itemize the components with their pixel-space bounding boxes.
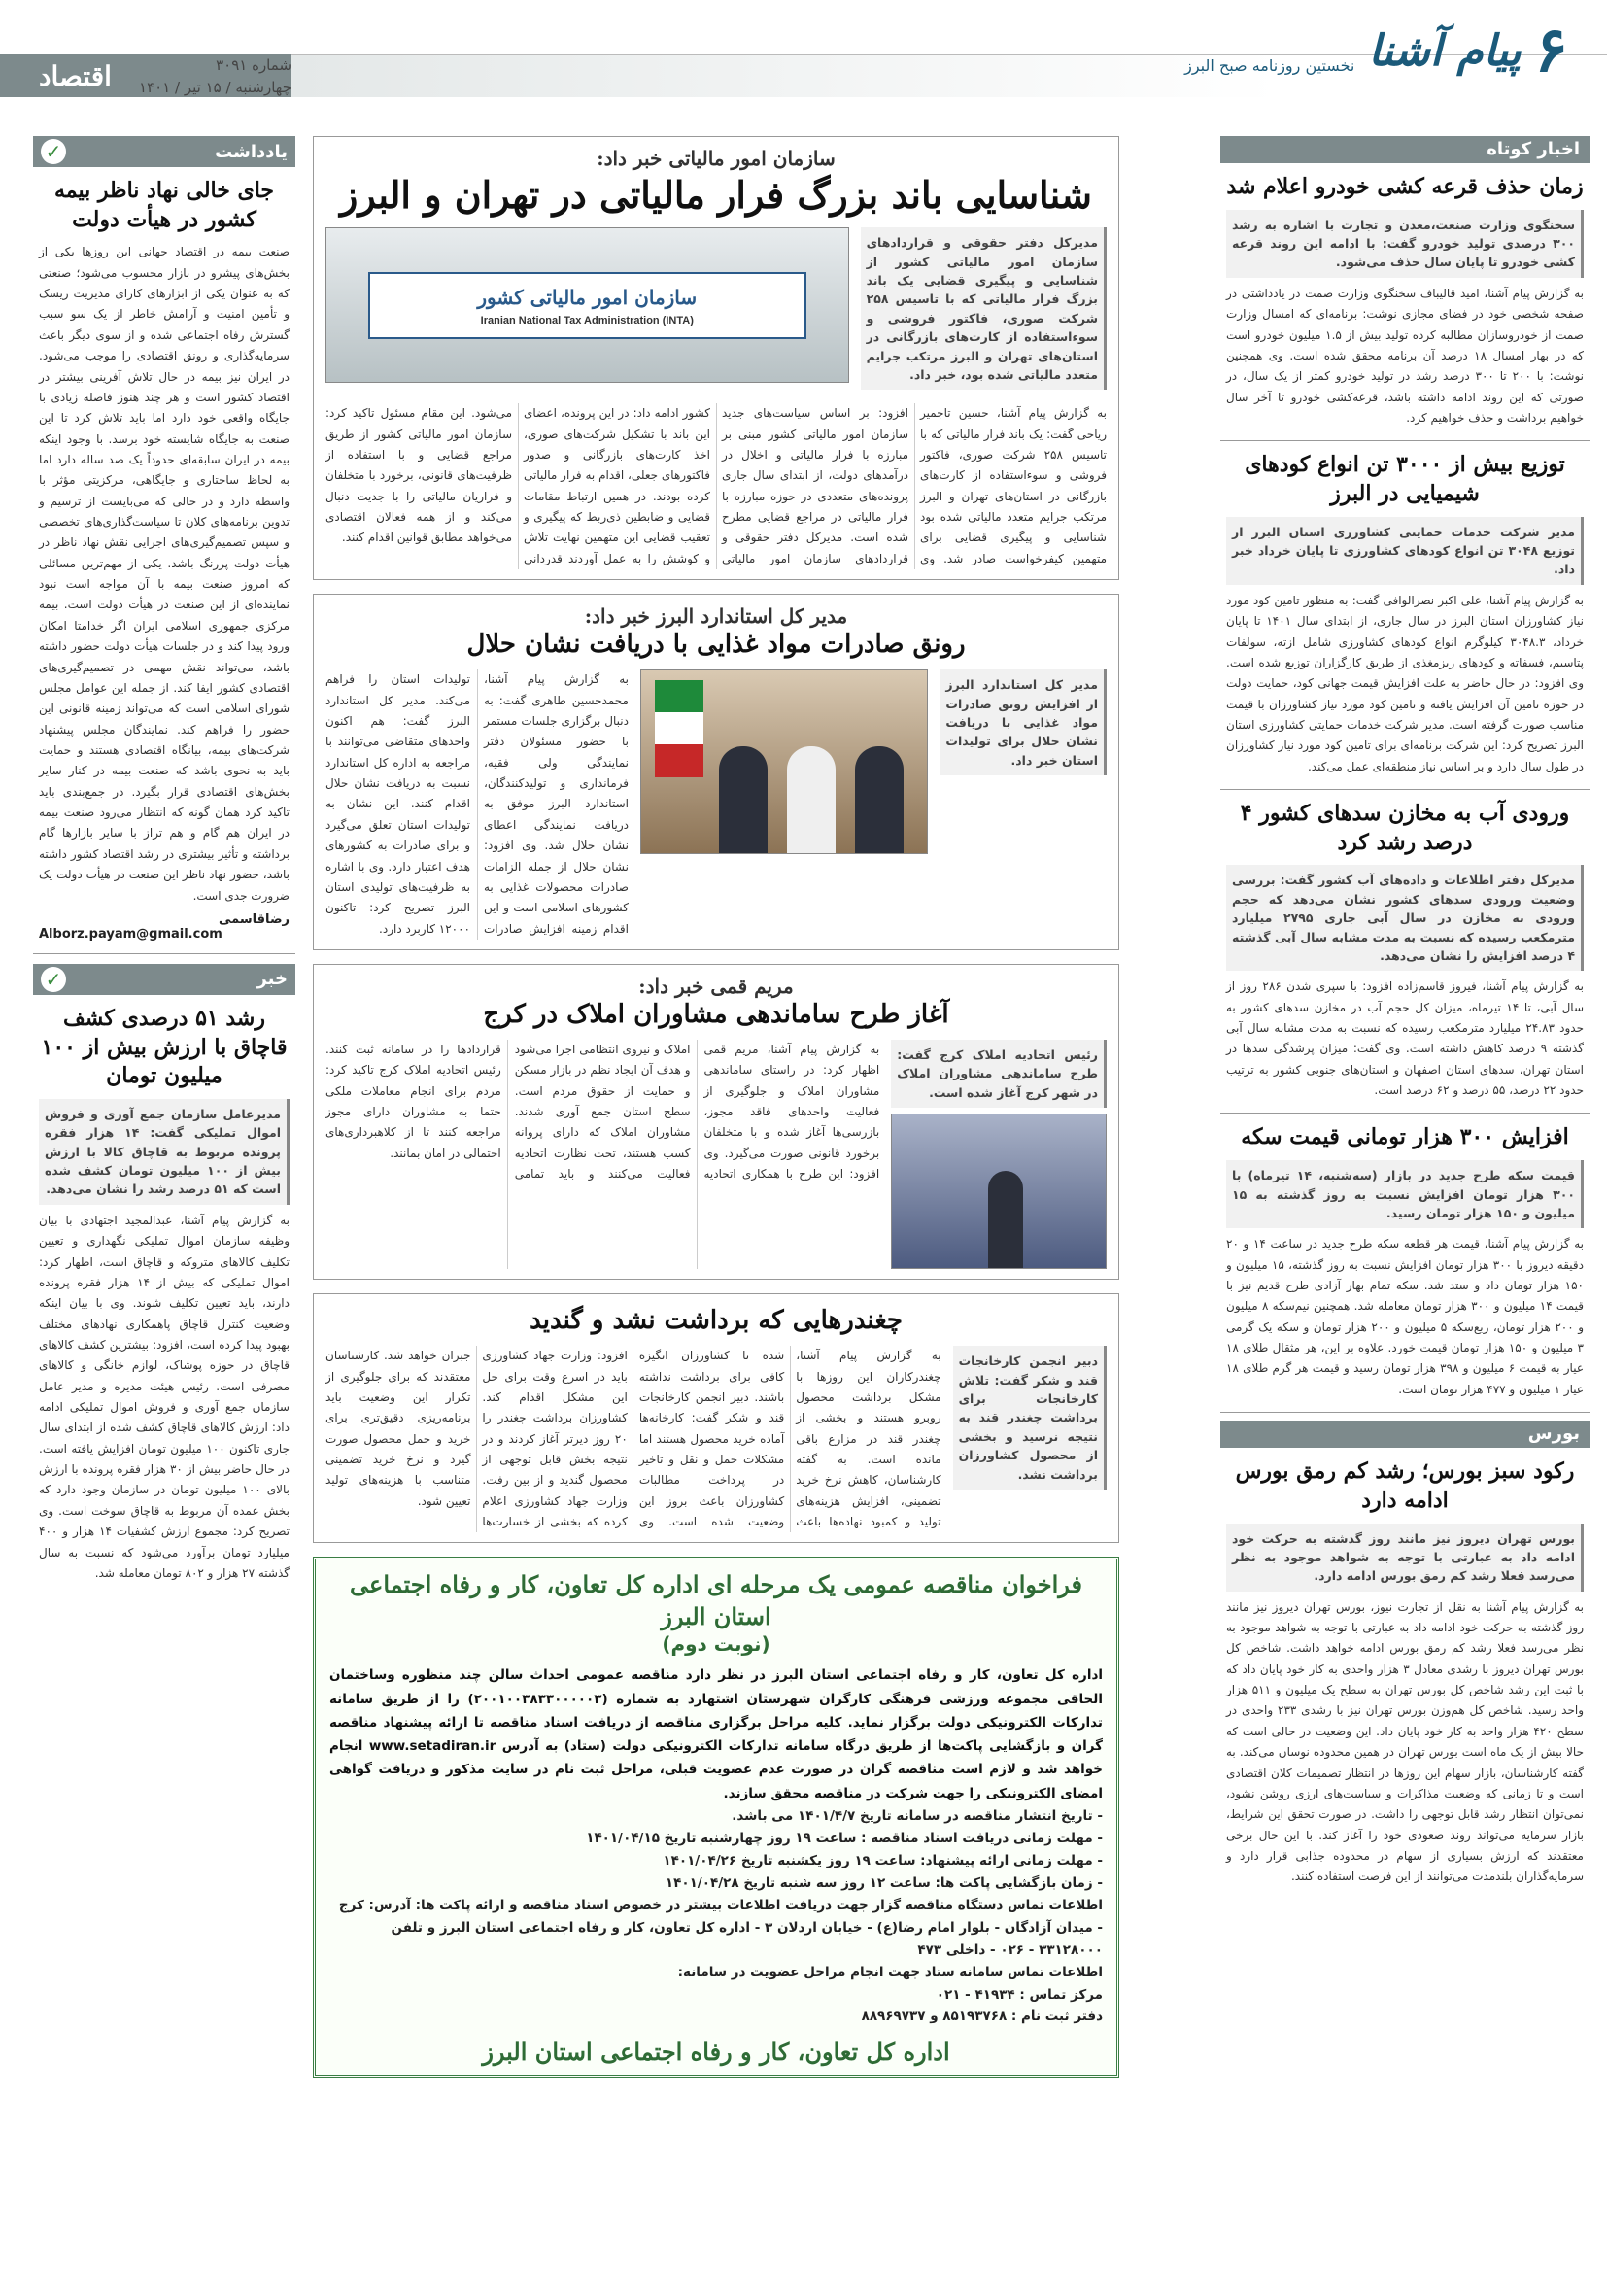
- lead: رئیس اتحادیه املاک کرج گفت: طرح ساماندهی مشاوران املاک در شهر کرج آغاز شده است.: [891, 1040, 1107, 1108]
- issue-info: [117, 54, 291, 98]
- flag-icon: [655, 680, 703, 777]
- tender-subtitle: (نوبت دوم): [662, 1632, 770, 1657]
- tender-title: فراخوان مناقصه عمومی یک مرحله ای اداره کل تعاون، کار و رفاه اجتماعی استان البرز: [350, 1570, 1082, 1630]
- tax-lead-col: [861, 227, 1107, 395]
- article-car-lottery: [1220, 163, 1590, 441]
- tender-notice: [313, 1557, 1119, 2078]
- article-bourse: [1220, 1448, 1590, 1900]
- body-text: به گزارش پیام آشنا، حسین تاجمیر ریاحی گفت: یک باند فرار مالیاتی که با تاسیس ۲۵۸ شرکت صوری، فاکتور فروشی و سوءاستفاده از کارت‌های بازرگانی در استان‌های تهران و البرز مرتکب جرایم متعدد مالیاتی شده بود شناسایی و پیگیری قضایی برای متهمین کیفرخواست صادر شد. وی افزود: بر اساس سیاست‌های جدید سازمان امور مالیاتی کشور مبنی بر مبارزه با فرار مالیاتی و اخلال در درآمدهای دولت، از ابتدای سال جاری پرونده‌های متعددی در حوزه مبارزه با فرار مالیاتی در مراجع قضایی مطرح شده است. مدیرکل دفتر حقوقی و قراردادهای سازمان امور مالیاتی کشور ادامه داد: در این پرونده، اعضای این باند با تشکیل شرکت‌های صوری، اخذ کارت‌های بازرگانی و صدور فاکتورهای جعلی، اقدام به فرار مالیاتی کرده بودند. در همین ارتباط مقامات قضایی و ضابطین ذی‌ربط که پیگیری و تعقیب قضایی این متهمین نهایت تلاش و کوشش را به عمل آوردند قدردانی می‌شود. این مقام مسئول تاکید کرد: سازمان امور مالیاتی کشور از طریق مراجع قضایی و با استفاده از ظرفیت‌های قانونی، برخورد با متخلفان و فراریان مالیاتی را با جدیت دنبال می‌کند و از همه فعالان اقتصادی می‌خواهد مطابق قوانین اقدام کنند.: [325, 406, 1107, 565]
- tender-item: دفتر ثبت نام : ۸۵۱۹۳۷۶۸ و ۸۸۹۶۹۷۳۷: [861, 2008, 1103, 2025]
- person-figure: [988, 1171, 1023, 1268]
- body-text: به گزارش پیام آشنا، فیروز قاسم‌زاده افزود: با سپری شدن ۲۸۶ روز از سال آبی، تا ۱۴ تیرماه، میزان کل حجم آب در مخازن سدهای کشور به حدود ۲۴.۸۳ میلیارد مترمکعب رسیده که نسبت به مدت مشابه سال آبی گذشته ۹ درصد کاهش داشته است. وی گفت: میزان پرشدگی سدها در استان تهران، سدهای استان اصفهان و استان‌های جنوبی کشور به ترتیب حدود ۲۲ درصد، ۵۵ درصد و ۶۲ درصد است.: [1226, 979, 1585, 1098]
- newspaper-logo: پیام آشنا: [1368, 25, 1522, 76]
- lead: مدیر شرکت خدمات حمایتی کشاورزی استان البرز از توزیع ۳۰۴۸ تن انواع کودهای کشاورزی تا پایان خرداد خبر داد.: [1226, 517, 1584, 585]
- lead: مدیرکل دفتر حقوقی و قراردادهای سازمان امور مالیاتی کشور از شناسایی و پیگیری قضایی یک باند بزرگ فرار مالیاتی که با تاسیس ۲۵۸ شرکت صوری، فاکتور فروشی و سوءاستفاده از کارت‌های بازرگانی در استان‌های تهران و البرز مرتکب جرایم متعدد مالیاتی شده بود، خبر داد.: [861, 227, 1107, 390]
- masthead-brand: [1184, 14, 1568, 86]
- issue-date: چهارشنبه / ۱۵ تیر / ۱۴۰۱: [139, 78, 291, 96]
- tender-item: - مهلت زمانی دریافت اسناد مناقصه : ساعت ۱۹ روز چهارشنبه تاریخ ۱۴۰۱/۰۴/۱۵: [586, 1830, 1103, 1846]
- headline: آغاز طرح ساماندهی مشاوران املاک در کرج: [483, 999, 949, 1029]
- lead: سخنگوی وزارت صنعت،معدن و تجارت با اشاره به رشد ۳۰۰ درصدی تولید خودرو گفت: با ادامه این روند قرعه کشی خودرو تا پایان سال حذف می‌شود.: [1226, 210, 1584, 278]
- issue-number: شماره ۳۰۹۱: [216, 56, 291, 74]
- tender-body: اداره کل تعاون، کار و رفاه اجتماعی استان البرز در نظر دارد مناقصه عمومی احداث سالن چند منظوره وساختمان الحاقی مجموعه ورزشی فرهنگی کارگران شهرستان اشتهارد به شماره (۲۰۰۱۰۰۳۸۳۳۰۰۰۰۰۳) را از طریق سامانه تدارکات الکترونیکی دولت برگزار نماید. کلیه مراحل برگزاری مناقصه از دریافت اسناد مناقصه تا ارائه پیشنهاد مناقصه گران و بازگشایی پاکت‌ها از طریق درگاه سامانه تدارکات الکترونیکی دولت (ستاد) به آدرس www.setadiran.ir انجام خواهد شد و لازم است مناقصه گران در صورت عدم عضویت قبلی، مراحل ثبت نام در سایت مذکور و دریافت گواهی امضای الکترونیکی را جهت شرکت در مناقصه محقق سازند.: [329, 1667, 1103, 1801]
- kicker: مریم قمی خبر داد:: [638, 974, 794, 998]
- tender-item: مرکز تماس : ۴۱۹۳۴ - ۰۲۱: [936, 1986, 1103, 2003]
- tender-item: - تاریخ انتشار مناقصه در سامانه تاریخ ۱۴۰۱/۴/۷ می باشد.: [732, 1808, 1103, 1825]
- beet-lead-col: [953, 1346, 1107, 1532]
- author-name: رضاقاسمی: [219, 911, 290, 927]
- newspaper-slogan: نخستین روزنامه صبح البرز: [1184, 55, 1355, 75]
- opinion-column: [33, 136, 295, 1595]
- headline: توزیع بیش از ۳۰۰۰ تن انواع کودهای شیمیایی در البرز: [1245, 452, 1565, 507]
- article-tax-evasion: [313, 136, 1119, 580]
- cleric-figure: [787, 746, 836, 853]
- headline: افزایش ۳۰۰ هزار تومانی قیمت سکه: [1241, 1124, 1569, 1150]
- tender-items: [329, 1805, 1103, 2028]
- body-text: به گزارش پیام آشنا، مریم قمی اظهار کرد: در راستای ساماندهی مشاوران املاک و جلوگیری از فعالیت واحدهای فاقد مجوز، بازرسی‌ها آغاز شده و با متخلفان برخورد قانونی صورت می‌گیرد. وی افزود: این طرح با همکاری اتحادیه املاک و نیروی انتظامی اجرا می‌شود و هدف آن ایجاد نظم در بازار مسکن و حمایت از حقوق مردم است. سطح استان جمع آوری شدند. مشاوران املاک که دارای پروانه کسب هستند، تحت نظارت اتحادیه فعالیت می‌کنند و باید تمامی قراردادها را در سامانه ثبت کنند. رئیس اتحادیه املاک کرج تاکید کرد: مردم برای انجام معاملات ملکی حتما به مشاوران دارای مجوز مراجعه کنند تا از کلاهبرداری‌های احتمالی در امان بمانند.: [325, 1043, 880, 1182]
- check-icon: ✓: [41, 139, 66, 164]
- article-sugar-beet: [313, 1293, 1119, 1543]
- person-figure: [855, 746, 904, 853]
- headline: جای خالی نهاد ناظر بیمه کشور در هیأت دولت: [53, 178, 274, 232]
- headline: رکود سبز بورس؛ رشد کم رمق بورس ادامه دارد: [1235, 1458, 1575, 1513]
- headline: رونق صادرات مواد غذایی با دریافت نشان حلال: [466, 630, 966, 660]
- article-halal-standard: [313, 594, 1119, 950]
- lead: بورس تهران دیروز نیز مانند روز گذشته به حرکت خود ادامه داد به عبارتی با توجه به شواهد موجود به نظر می‌رسد فعلا رشد کم رمق بورس ادامه دارد.: [1226, 1524, 1584, 1592]
- article-fertilizer: [1220, 441, 1590, 790]
- note-header: [33, 136, 295, 167]
- body-text: به گزارش پیام آشنا، امید قالیباف سخنگوی وزارت صمت در یادداشتی در صفحه شخصی خود در فضای مجازی نوشت: برنامه‌ای که امسال وزارت صمت از خودروسازان مطالبه کرده تولید بیش از ۱.۵ میلیون خودرو است که در بهار امسال ۱۸ درصد آن برنامه محقق شده است. وی همچنین نوشت: با ۲۰۰ تا ۳۰۰ درصد رشد در تولید خودرو کمتر از یک سال، در صورتی که این روند ادامه داشته باشد، قرعه‌کشی خودرو تا آخر سال خواهیم برداشت و حذف خواهیم کرد.: [1226, 286, 1585, 425]
- body-text: به گزارش پیام آشنا، قیمت هر قطعه سکه طرح جدید در ساعت ۱۴ و ۲۰ دقیقه دیروز با ۳۰۰ هزار تومان افزایش نسبت به روز گذشته، ۱۵ میلیون و ۱۵۰ هزار تومان داد و ستد شد. سکه تمام بهار آزادی طرح قدیم نیز با قیمت ۱۴ میلیون و ۳۰۰ هزار تومان معامله شد. همچنین نیم‌سکه ۸ میلیون و ۲۰۰ هزار تومان، ربع‌سکه ۵ میلیون و ۲۰۰ هزار تومان و سکه یک گرمی ۳ میلیون و ۱۵۰ هزار تومان قیمت خورد. علاوه بر این، هر مثقال طلای ۱۸ عیار به قیمت ۶ میلیون و ۳۹۸ هزار تومان رسید و قیمت هر گرم طلای ۱۸ عیار ۱ میلیون و ۴۷۷ هزار تومان است.: [1226, 1237, 1585, 1396]
- body-text: به گزارش پیام آشنا به نقل از تجارت نیوز، بورس تهران دیروز نیز مانند روز گذشته به حرکت خود ادامه داد به عبارتی با توجه به شواهد موجود به نظر می‌رسد فعلا رشد کم رمق بورس ادامه خواهد داشت. شاخص کل بورس تهران دیروز با رشدی معادل ۳ هزار واحدی به کار خود پایان داد که با ثبت این رشد شاخص کل بورس تهران به سطح یک میلیون و ۵۱۱ هزار واحد رسید. شاخص کل هم‌وزن بورس تهران نیز با رشدی ۲۳۳ واحدی در سطح ۴۲۰ هزار واحد به کار خود پایان داد. این وضعیت در حالی است که حالا بیش از یک ماه است بورس تهران در همین محدوده نوسان می‌کند. به گفته کارشناسان، بازار سهام این روزها در انتظار تصمیمات کلان اقتصادی است و تا زمانی که وضعیت مذاکرات و سیاست‌های ارزی روشن نشود، نمی‌توان انتظار رشد قابل توجهی را داشت. در صورت تحقق این شرایط، بازار سرمایه می‌تواند روند صعودی خود را آغاز کند. با این حال برخی معتقدند که ارزش بسیاری از سهام در محدوده جذابی قرار دارد و سرمایه‌گذاران بلندمدت می‌توانند از این فرصت استفاده کنند.: [1226, 1599, 1585, 1884]
- body-text: به گزارش پیام آشنا، علی اکبر نصرالوافی گفت: به منظور تامین کود مورد نیاز کشاورزان استان البرز در سال جاری، از ابتدای سال ۱۴۰۱ تا پایان خرداد، ۳۰۴۸.۳ کیلوگرم انواع کودهای کشاورزی شامل ازته، سولفات پتاسیم، فسفاته و کودهای ریزمغذی از طریق کارگزاران توزیع شده است. وی افزود: در حال حاضر به علت افزایش قیمت جهانی کود، حمایت دولت در حوزه تامین آن افزایش یافته و تامین کود مورد نیاز کشاورزان با قیمت مناسب صورت گرفته است. مدیر شرکت خدمات حمایتی کشاورزی استان البرز تصریح کرد: این شرکت برنامه‌ای برای تامین کود مورد نیاز کشاورزان در طول سال دارد و بر اساس نیاز منطقه‌ای عمل می‌کند.: [1226, 593, 1584, 773]
- kicker: سازمان امور مالیاتی خبر داد:: [597, 147, 836, 170]
- amlak-photo-col: [891, 1040, 1107, 1269]
- tender-item: - مهلت زمانی ارائه پیشنهاد: ساعت ۱۹ روز یکشنبه تاریخ ۱۴۰۱/۰۴/۲۶: [663, 1852, 1103, 1868]
- halal-lead-col: [940, 669, 1107, 940]
- amlak-row: [325, 1040, 1107, 1269]
- note-label: یادداشت: [215, 141, 288, 162]
- body-text: به گزارش پیام آشنا، چغندرکاران این روزها با مشکل برداشت محصول روبرو هستند و بخشی از چغندر قند در مزارع باقی مانده است. به گفته کارشناسان، کاهش نرخ خرید تضمینی، افزایش هزینه‌های تولید و کمبود نهاده‌ها باعث شده تا کشاورزان انگیزه کافی برای برداشت نداشته باشند. دبیر انجمن کارخانجات قند و شکر گفت: کارخانه‌ها آماده خرید محصول هستند اما مشکلات حمل و نقل و تاخیر در پرداخت مطالبات کشاورزان باعث بروز این وضعیت شده است. وی افزود: وزارت جهاد کشاورزی باید در اسرع وقت برای حل این مشکل اقدام کند. کشاورزان برداشت چغندر را ۲۰ روز دیرتر آغاز کردند و در نتیجه بخش قابل توجهی از محصول گندید و از بین رفت. وزارت جهاد کشاورزی اعلام کرده که بخشی از خسارت‌ها جبران خواهد شد. کارشناسان معتقدند که برای جلوگیری از تکرار این وضعیت باید برنامه‌ریزی دقیق‌تری برای خرید و حمل محصول صورت گیرد و نرخ خرید تضمینی متناسب با هزینه‌های تولید تعیین شود.: [325, 1349, 941, 1529]
- bourse-header: بورس: [1220, 1421, 1590, 1448]
- body-text: صنعت بیمه در اقتصاد جهانی این روزها یکی از بخش‌های پیشرو در بازار محسوب می‌شود؛ صنعتی که به عنوان یکی از ابزارهای کارای مدیریت ریسک و تأمین امنیت و آرامش خاطر از یک سو سبب گسترش رفاه اجتماعی شده و از سوی دیگر باعث سرمایه‌گذاری و رونق اقتصادی را موجب می‌شود. در ایران نیز بیمه در حال تلاش آفرینی بیشتر در اقتصاد کشور است و هر چند هنوز فاصله زیادی با جایگاه واقعی خود دارد اما باید تلاش کرد تا این صنعت به جایگاه شایسته خود برسد. با وجود اینکه بیمه در ایران سابقه‌ای حدوداً یک صد ساله دارد اما به لحاظ ساختاری و جایگاهی، مرکزیتی مؤثر با واسطه دارد و در حالی که می‌بایست از ترسیم و تدوین برنامه‌های کلان تا سیاست‌گذاری‌های تخصصی و سپس تصمیم‌گیری‌های اجرایی نقش نهاد ناظر در هیأت دولت پررنگ باشد. یکی از مهم‌ترین مسائلی که امروز صنعت بیمه با آن مواجه است نبود نماینده‌ای از این صنعت در هیأت دولت است. بیمه مرکزی جمهوری اسلامی ایران اگر خدامتا امکان ورود پیدا کند و در جلسات هیأت دولت حضور داشته باشد، می‌تواند نقش مهمی در تصمیم‌گیری‌های اقتصادی کشور ایفا کند. از جمله این عوامل مجلس شورای اسلامی است که می‌تواند زمینه قانونی این حضور را فراهم کند. نمایندگان مجلس پیشنهاد شرکت‌های بیمه، بیانگاه اقتصادی هستند و حمایت باید به نحوی باشد که صنعت بیمه در کنار سایر بخش‌های اقتصادی قرار بگیرد. در جمع‌بندی باید تاکید کرد همان گونه که انتظار می‌رود صنعت بیمه در ایران هم گام و هم تراز با سایر بازارها گام برداشته و تأثیر بیشتری در رشد اقتصاد کشور داشته باشد، حضور نهاد ناظر این صنعت در هیأت دولت یک ضرورت جدی است.: [39, 245, 290, 903]
- kicker: مدیر کل استاندارد البرز خبر داد:: [584, 604, 848, 629]
- lead: مدیرکل دفتر اطلاعات و داده‌های آب کشور گفت: بررسی وضعیت ورودی سدهای کشور نشان می‌دهد که حجم ورودی به مخازن در سال آبی جاری ۲۷۹۵ میلیارد مترمکعب رسیده که نسبت به مدت مشابه سال آبی گذشته ۴ درصد افزایش را نشان می‌دهد.: [1226, 865, 1584, 971]
- page-number: ۶: [1534, 14, 1568, 86]
- tender-item: - زمان بازگشایی پاکت ها: ساعت ۱۲ روز سه شنبه تاریخ ۱۴۰۱/۰۴/۲۸: [665, 1874, 1103, 1891]
- masthead: [0, 0, 1607, 97]
- headline: شناسایی باند بزرگ فرار مالیاتی در تهران و البرز: [340, 173, 1092, 217]
- article-dam-inflow: [1220, 790, 1590, 1114]
- lead: مدیر کل استاندارد البرز از افزایش رونق صادرات مواد غذایی با دریافت نشان حلال برای تولیدات استان خبر داد.: [940, 669, 1107, 775]
- lead: دبیر انجمن کارخانجات قند و شکر گفت: تلاش کارخانجات برای برداشت چغندر قند به نتیجه نرسید و بخشی از محصول کشاورزان برداشت نشد.: [953, 1346, 1107, 1490]
- body-text: به گزارش پیام آشنا، عبدالمجید اجتهادی با بیان وظیفه سازمان اموال تملیکی نگهداری و تعیین تکلیف کالاهای متروکه و قاچاق است، اظهار کرد: اموال تملیکی که بیش از ۱۴ هزار فقره پرونده دارند، باید تعیین تکلیف شوند. وی با بیان اینکه وضعیت کنترل قاچاق پاهمکاری نهادهای مختلف بهبود پیدا کرده است، افزود: بیشترین کشف کالاهای قاچاق در حوزه پوشاک، لوازم خانگی و کالاهای مصرفی است. رئیس هیئت مدیره و مدیر عامل سازمان جمع آوری و فروش اموال تملیکی ادامه داد: ارزش کالاهای قاچاق کشف شده از ابتدای سال جاری تاکنون ۱۰۰ میلیون تومان افزایش یافته است. در حال حاضر بیش از ۳۰ هزار فقره پرونده با ارزش بالای ۱۰۰ میلیون تومان در سازمان وجود دارد که بخش عمده آن مربوط به قاچاق سوخت است. وی تصریح کرد: مجموع ارزش کشفیات ۱۴ هزار و ۴۰۰ میلیارد تومان برآورد می‌شود که نسبت به سال گذشته ۲۷ هزار و ۸۰۲ تومان معامله شد.: [39, 1213, 291, 1580]
- headline: ورودی آب به مخازن سدهای کشور ۴ درصد رشد کرد: [1240, 801, 1570, 855]
- halal-row: [325, 669, 1107, 940]
- article-smuggling: [33, 995, 295, 1595]
- main-column: [313, 136, 1119, 2078]
- news-label: خبر: [256, 969, 288, 990]
- person-figure: [719, 746, 768, 853]
- lead: قیمت سکه طرح جدید در بازار (سه‌شنبه، ۱۴ تیرماه) با ۳۰۰ هزار تومان افزایش نسبت به روز گذشته به ۱۵ میلیون و ۱۵۰ هزار تومان رسید.: [1226, 1160, 1584, 1228]
- lead: مدیرعامل سازمان جمع آوری و فروش اموال تملیکی گفت: ۱۴ هزار فقره پرونده مربوط به قاچاق کالا با ارزش بیش از ۱۰۰ میلیون تومان کشف شده است که ۵۱ درصد رشد را نشان می‌دهد.: [39, 1099, 290, 1205]
- article-coin-price: [1220, 1114, 1590, 1413]
- author-email[interactable]: Alborz.payam@gmail.com: [39, 926, 222, 942]
- check-icon: ✓: [41, 967, 66, 992]
- short-news-header: اخبار کوتاه: [1220, 136, 1590, 163]
- article-insurance-note: [33, 167, 295, 954]
- tax-office-sign-en: Iranian National Tax Administration (INTA): [480, 314, 694, 326]
- tender-item: اطلاعات تماس دستگاه مناقصه گزار جهت دریافت اطلاعات بیشتر در خصوص اسناد مناقصه و ارائه پاکت ها: آدرس: کرج - میدان آزادگان - بلوار امام رضا(ع) - خیابان اردلان ۳ - اداره کل تعاون، کار و رفاه اجتماعی استان البرز و تلفن ۳۳۱۲۸۰۰۰ - ۰۲۶ - داخلی ۴۷۳: [338, 1897, 1103, 1958]
- headline: رشد ۵۱ درصدی کشف قاچاق با ارزش بیش از ۱۰۰ میلیون تومان: [41, 1005, 288, 1089]
- tender-signature: اداره کل تعاون، کار و رفاه اجتماعی استان البرز: [482, 2038, 950, 2067]
- tender-item: اطلاعات تماس سامانه ستاد جهت انجام مراحل عضویت در سامانه:: [677, 1964, 1103, 1980]
- beet-row: [325, 1346, 1107, 1532]
- author-signature: [39, 912, 290, 942]
- tax-office-sign: [368, 272, 806, 340]
- meeting-photo: [640, 669, 928, 854]
- article-real-estate: [313, 964, 1119, 1280]
- news-header: [33, 964, 295, 995]
- short-news-column: [1220, 136, 1590, 1900]
- tax-top-row: [325, 227, 1107, 395]
- tax-office-photo: [325, 227, 849, 383]
- section-title: اقتصاد: [39, 60, 112, 92]
- headline: چغندرهایی که برداشت نشد و گندید: [530, 1306, 903, 1336]
- expo-photo: [891, 1114, 1107, 1269]
- body-text: به گزارش پیام آشنا، محمدحسین طاهری گفت: به دنبال برگزاری جلسات مستمر با حضور مسئولان دفتر نمایندگی ولی فقیه، فرمانداری و تولیدکنندگان، استاندارد البرز موفق به دریافت نمایندگی اعطای نشان حلال شد. وی افزود: نشان حلال از جمله الزامات صادرات محصولات غذایی به کشورهای اسلامی است و این اقدام زمینه افزایش صادرات تولیدات استان را فراهم می‌کند. مدیر کل استاندارد البرز گفت: هم اکنون واحدهای متقاضی می‌توانند با مراجعه به اداره کل استاندارد نسبت به دریافت نشان حلال اقدام کنند. این نشان به تولیدات استان تعلق می‌گیرد و برای صادرات به کشورهای هدف اعتبار دارد. وی با اشاره به ظرفیت‌های تولیدی استان البرز تصریح کرد: تاکنون ۱۲۰۰۰ کاربرد دارد.: [325, 672, 629, 936]
- headline: زمان حذف قرعه کشی خودرو اعلام شد: [1226, 174, 1584, 199]
- tax-office-sign-title: سازمان امور مالیاتی کشور: [477, 285, 698, 309]
